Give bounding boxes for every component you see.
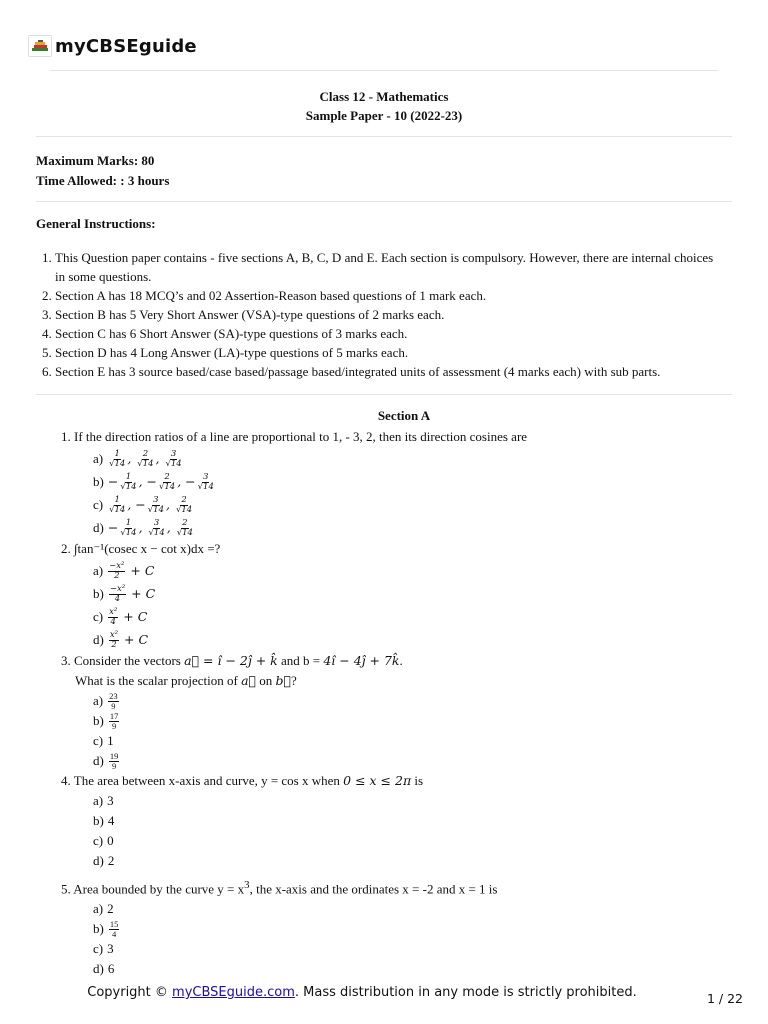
question-1 (61, 427, 741, 539)
option-c: c) $\frac{1}{√14}$ , − $\frac{3}{√14}$ , $\frac{2}{√14}$ (93, 494, 193, 515)
instruction-item: 6. Section E has 3 source based/case based/passage based/integrated units of assessment (4 marks each) with sub parts. (42, 364, 661, 379)
question-text: 1. If the direction ratios of a line are proportional to 1, - 3, 2, then its direction cosines are (61, 429, 528, 444)
option-d: d) $\frac{\text{x²}}{2}$ + C (93, 629, 149, 650)
section-a-heading: Section A (377, 408, 431, 423)
question-text: 3. Consider the vectors a⃗ = î − 2ĵ + k̂ and b = 4î − 4ĵ + 7k̂. (61, 653, 403, 668)
instruction-item: 3. Section B has 5 Very Short Answer (VSA)-type questions of 2 marks each. (42, 307, 445, 322)
option-d: d) 19 9 (93, 750, 119, 771)
option-a: a) 3 (93, 793, 114, 808)
meta-divider (36, 201, 732, 202)
instruction-item: 2. Section A has 18 MCQ’s and 02 Assertion-Reason based questions of 1 mark each. (42, 288, 487, 303)
instructions-divider (36, 394, 732, 395)
option-c: c) 0 (93, 833, 114, 848)
option-b: b) 17 9 (93, 710, 119, 731)
instruction-item: 1. This Question paper contains - five sections A, B, C, D and E. Each section is compulsory. However, there are internal choices in some questions. (42, 250, 714, 284)
option-b: b) 4 (93, 813, 115, 828)
option-d: d) − $\frac{1}{√14}$ , $\frac{3}{√14}$ , $\frac{2}{√14}$ (93, 517, 193, 538)
option-c: c) 1 (93, 733, 114, 748)
instruction-item: 4. Section C has 6 Short Answer (SA)-type questions of 3 marks each. (42, 326, 408, 341)
instructions-list (36, 248, 716, 381)
option-c: c) 3 (93, 941, 114, 957)
question-subtext: What is the scalar projection of a⃗ on b⃗? (75, 673, 297, 688)
page-number: 1 / 22 (706, 991, 743, 1006)
option-a: a) 2 (93, 901, 114, 917)
question-2 (61, 539, 741, 651)
option-a: a) $\frac{1}{√14}$ , $\frac{2}{√14}$ , $\frac{3}{√14}$ (93, 448, 182, 469)
option-b: b) $\frac{\text{−x²}}{4}$ + C (93, 583, 156, 604)
option-a: a) $\frac{\text{−x²}}{2}$ + C (93, 560, 155, 581)
site-header (28, 32, 197, 60)
option-a: a) 23 9 (93, 690, 118, 711)
time-allowed: Time Allowed: : 3 hours (36, 173, 170, 188)
max-marks: Maximum Marks: 80 (36, 153, 155, 168)
header-divider (50, 70, 718, 71)
site-link[interactable]: myCBSEguide.com (172, 985, 295, 1000)
paper-title (0, 87, 768, 125)
question-text: 2. ∫tan⁻¹(cosec x − cot x)dx =? (61, 541, 221, 556)
question-4 (61, 771, 741, 871)
question-3 (61, 651, 741, 771)
brand-name: myCBSEguide (55, 35, 197, 57)
option-c: c) $\frac{\text{x²}}{4}$ + C (93, 606, 148, 627)
option-d: d) 6 (93, 961, 115, 977)
paper-meta (36, 151, 169, 191)
question-5 (61, 875, 741, 979)
book-stack-icon (28, 35, 52, 57)
option-b: b) − $\frac{1}{√14}$ , − $\frac{2}{√14}$ , − $\frac{3}{√14}$ (93, 471, 214, 492)
section-a-questions (61, 427, 741, 979)
paper-subtitle: Sample Paper - 10 (2022-23) (305, 108, 463, 123)
copyright-footer: Copyright © myCBSEguide.com. Mass distribution in any mode is strictly prohibited. (87, 985, 637, 1000)
option-d: d) 2 (93, 853, 115, 868)
class-title: Class 12 - Mathematics (319, 89, 449, 104)
question-text: 4. The area between x-axis and curve, y = cos x when 0 ≤ x ≤ 2π is (61, 773, 424, 788)
question-text: 5. Area bounded by the curve $y = x^3$, the x-axis and the ordinates x = -2 and x = 1 is (61, 879, 498, 897)
instructions-heading: General Instructions: (36, 216, 156, 231)
instruction-item: 5. Section D has 4 Long Answer (LA)-type questions of 5 marks each. (42, 345, 409, 360)
title-divider (36, 136, 732, 137)
option-b: b) 15 4 (93, 918, 119, 939)
